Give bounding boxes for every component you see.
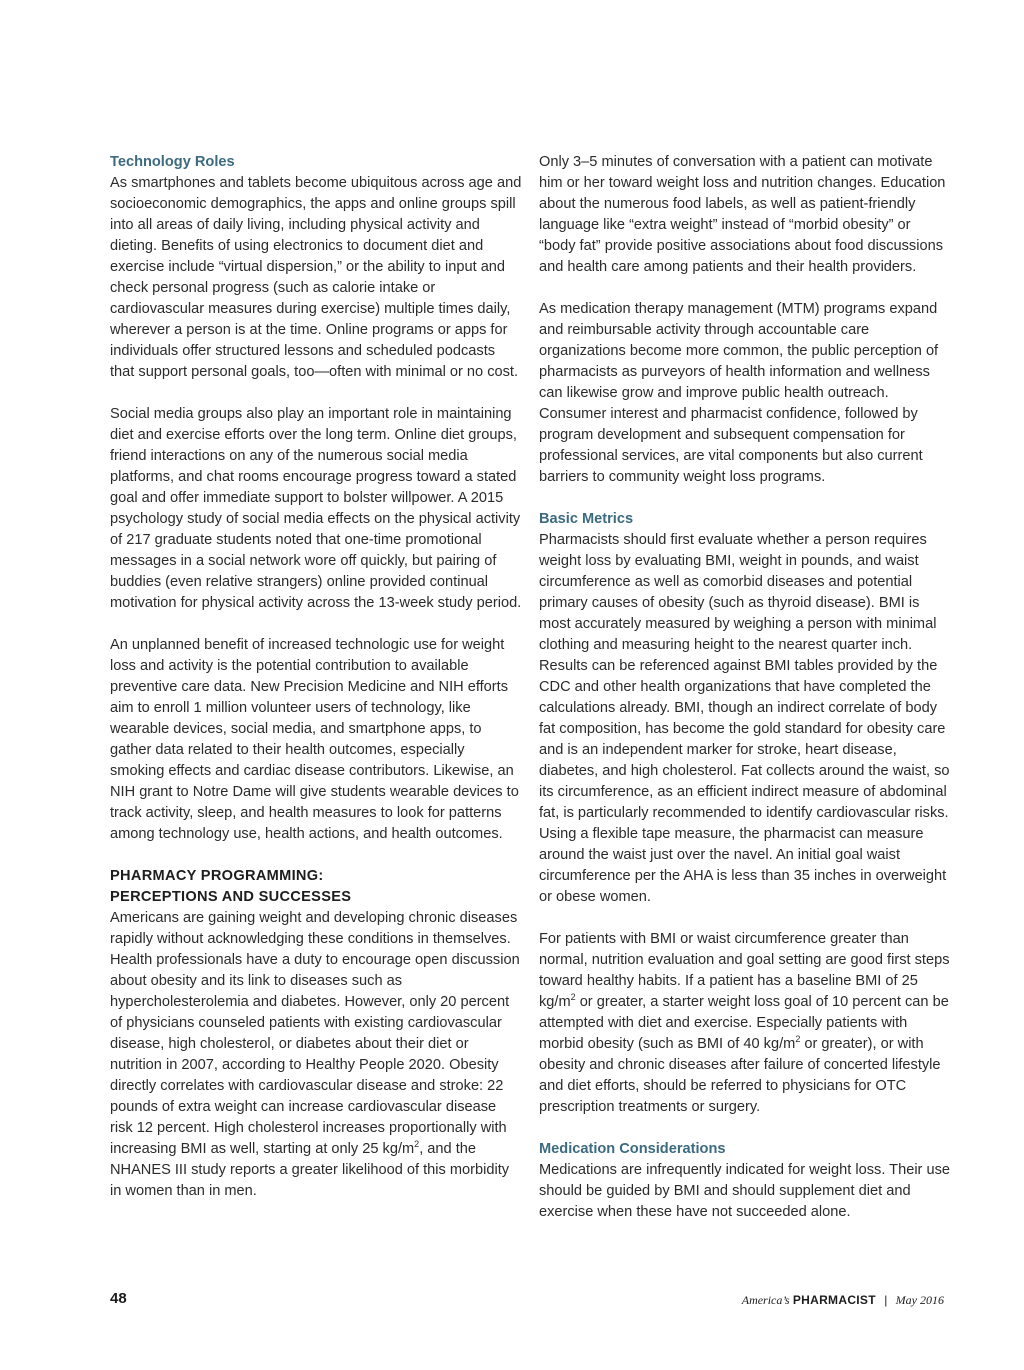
superscript-2: 2 <box>570 992 576 1003</box>
right-column <box>539 152 951 1223</box>
technology-paragraph-3: An unplanned benefit of increased technologic use for weight loss and activity is the potential contribution to available preventive care data. New Precision Medicine and NIH efforts aim to enroll 1 million volunteer users of technology, like wearable devices, social media, and smartphone apps, to gather data related to their health outcomes, especially smoking effects and cardiac disease contributors. Likewise, an NIH grant to Notre Dame will give students wearable devices to track activity, sleep, and health measures to look for patterns among technology use, health actions, and health outcomes. <box>110 637 519 842</box>
section-heading-line-2: PERCEPTIONS AND SUCCESSES <box>110 889 352 905</box>
basic-metrics-heading: Basic Metrics <box>539 511 634 527</box>
technology-roles-heading: Technology Roles <box>110 154 235 170</box>
section-heading-line-1: PHARMACY PROGRAMMING: <box>110 868 324 884</box>
bmi-goals-part-a: For patients with BMI or waist circumference greater than normal, nutrition evaluation and goal setting are good first steps toward healthy habits. If a patient has a baseline BMI of 25 kg/m <box>539 931 950 1010</box>
left-column <box>110 152 522 1202</box>
magazine-footer <box>742 1293 944 1308</box>
pharmacy-paragraph-1 <box>110 908 522 1202</box>
superscript-2: 2 <box>795 1034 801 1045</box>
bmi-goals-paragraph <box>539 929 951 1118</box>
pharmacy-paragraph-1-part-b: , and the NHANES III study reports a greater likelihood of this morbidity in women than in men. <box>110 1141 510 1199</box>
footer-separator: | <box>884 1293 888 1307</box>
pharmacy-programming-heading <box>110 866 522 908</box>
page-number: 48 <box>110 1290 127 1307</box>
technology-paragraph-1: As smartphones and tablets become ubiquitous across age and socioeconomic demographics, the apps and online groups spill into all areas of daily living, including physical activity and dieting. Benefits of using electronics to document diet and exercise include “virtual dispersion,” or the ability to input and check personal progress (such as calorie intake or cardiovascular measures during exercise) multiple times daily, wherever a person is at the time. Online programs or apps for individuals offer structured lessons and scheduled podcasts that support personal goals, too—often with minimal or no cost. <box>110 175 522 380</box>
pharmacy-paragraph-1-part-a: Americans are gaining weight and developing chronic diseases rapidly without acknowledging these conditions in themselves. Health professionals have a duty to encourage open discussion about obesity and its link to diseases such as hypercholesterolemia and diabetes. However, only 20 percent of physicians counseled patients with existing cardiovascular disease, high cholesterol, or diabetes about their diet or nutrition in 2007, according to Healthy People 2020. Obesity directly correlates with cardiovascular disease and stroke: 22 pounds of extra weight can increase cardiovascular disease risk 12 percent. High cholesterol increases proportionally with increasing BMI as well, starting at only 25 kg/m <box>110 910 520 1157</box>
mtm-paragraph: As medication therapy management (MTM) programs expand and reimbursable activity through accountable care organizations become more common, the public perception of pharmacists as purveyors of health information and wellness can likewise grow and improve public health outreach. Consumer interest and pharmacist confidence, followed by program development and subsequent compensation for professional services, are vital components but also current barriers to community weight loss programs. <box>539 301 939 485</box>
magazine-name-america: America’s <box>741 1293 790 1307</box>
medication-paragraph: Medications are infrequently indicated for weight loss. Their use should be guided by BMI and should supplement diet and exercise when these have not succeeded alone. <box>539 1162 951 1220</box>
basic-metrics-paragraph: Pharmacists should first evaluate whether a person requires weight loss by evaluating BMI, weight in pounds, and waist circumference as well as comorbid diseases and potential primary causes of obesity (such as thyroid disease). BMI is most accurately measured by weighing a person with minimal clothing and measuring height to the nearest quarter inch. Results can be referenced against BMI tables provided by the CDC and other health organizations that have completed the calculations already. BMI, though an indirect correlate of body fat composition, has become the gold standard for obesity care and is an independent marker for stroke, heart disease, diabetes, and high cholesterol. Fat collects around the waist, so its circumference, as an efficient indirect measure of abdominal fat, is particularly recommended to identify cardiovascular risks. Using a flexible tape measure, the pharmacist can measure around the waist just over the navel. An initial goal waist circumference per the AHA is less than 35 inches in overweight or obese women. <box>539 532 950 905</box>
bmi-goals-part-b: or greater, a starter weight loss goal of 10 percent can be attempted with diet and exercise. Especially patients with morbid obesity (such as BMI of 40 kg/m <box>539 994 949 1052</box>
magazine-name-pharmacist: PHARMACIST <box>792 1293 876 1307</box>
bmi-goals-part-c: or greater), or with obesity and chronic diseases after failure of concerted lifestyle and diet efforts, should be referred to physicians for OTC prescription treatments or surgery. <box>539 1036 941 1115</box>
superscript-2: 2 <box>414 1139 420 1150</box>
technology-paragraph-2: Social media groups also play an important role in maintaining diet and exercise efforts over the long term. Online diet groups, friend interactions on any of the numerous social media platforms, and chat rooms encourage progress toward a stated goal and offer immediate support to bolster willpower. A 2015 psychology study of social media effects on the physical activity of 217 graduate students noted that one-time promotional messages in a social network wore off quickly, but pairing of buddies (even relative strangers) online provided continual motivation for physical activity across the 13-week study period. <box>110 406 522 611</box>
medication-considerations-heading: Medication Considerations <box>539 1141 726 1157</box>
issue-date: May 2016 <box>895 1293 944 1307</box>
counseling-paragraph: Only 3–5 minutes of conversation with a patient can motivate him or her toward weight loss and nutrition changes. Education about the numerous food labels, as well as patient-friendly language like “extra weight” instead of “morbid obesity” or “body fat” provide positive associations about food discussions and health care among patients and their health providers. <box>539 154 946 275</box>
